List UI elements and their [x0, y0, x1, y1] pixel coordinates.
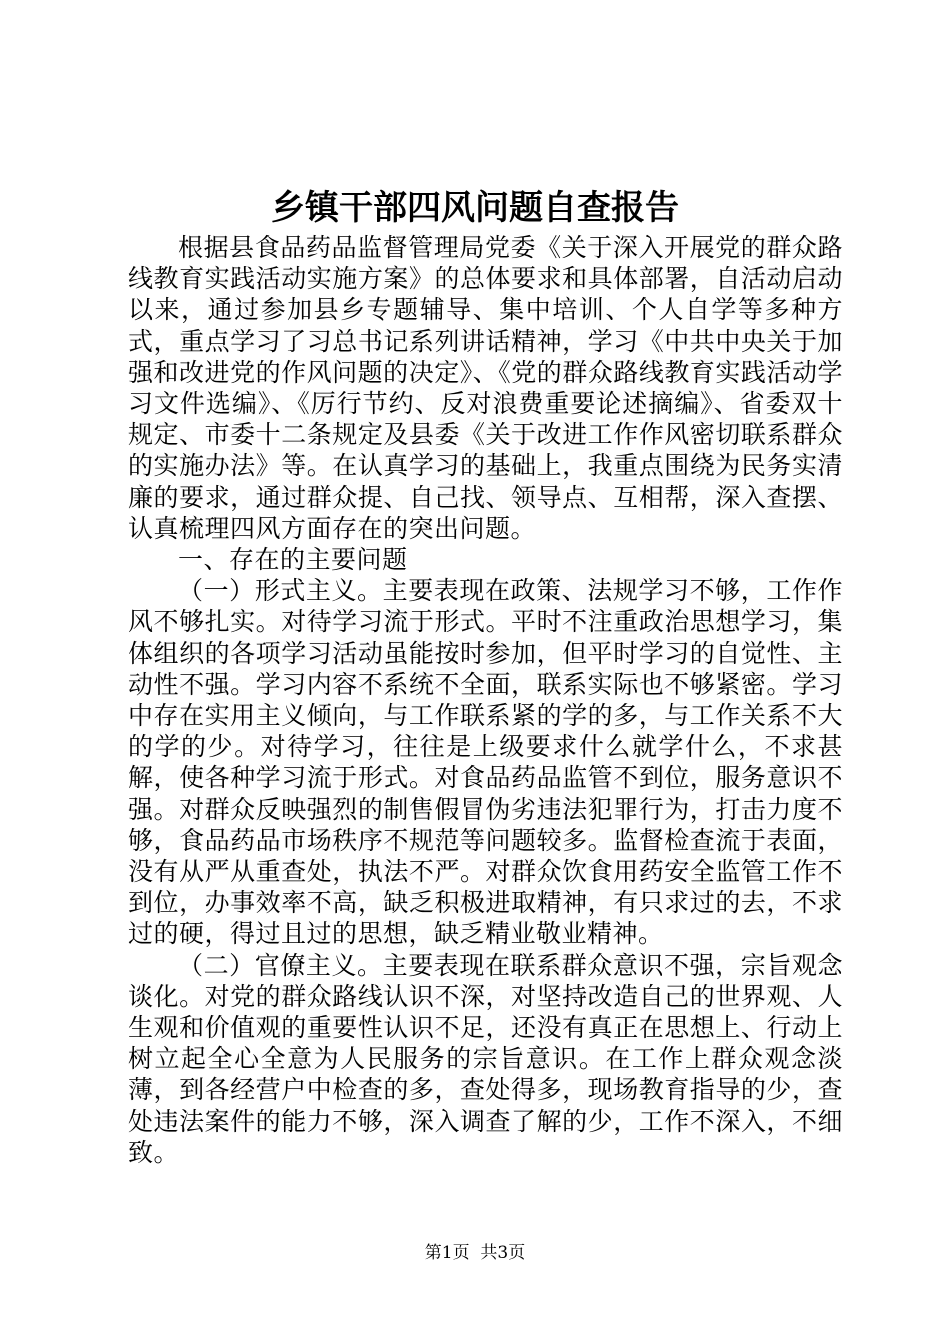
document-title: 乡镇干部四风问题自查报告: [271, 188, 679, 228]
document-body: [128, 232, 843, 1168]
section-heading: 一、存在的主要问题: [178, 545, 408, 575]
page-footer: 第1页 共3页: [424, 1243, 526, 1263]
paragraph-formalism: （一）形式主义。主要表现在政策、法规学习不够，工作作风不够扎实。对待学习流于形式。平时不注重政治思想学习，集体组织的各项学习活动虽能按时参加，但平时学习的自觉性、主动性不强。学习内容不系统不全面，联系实际也不够紧密。学习中存在实用主义倾向，与工作联系紧的学的多，与工作关系不大的学的少。对待学习，往往是上级要求什么就学什么，不求甚解，使各种学习流于形式。对食品药品监管不到位，服务意识不强。对群众反映强烈的制售假冒伪劣违法犯罪行为，打击力度不够，食品药品市场秩序不规范等问题较多。监督检查流于表面，没有从严从重查处，执法不严。对群众饮食用药安全监管工作不到位，办事效率不高，缺乏积极进取精神，有只求过的去，不求过的硬，得过且过的思想，缺乏精业敬业精神。: [128, 576, 843, 949]
paragraph-intro: 根据县食品药品监督管理局党委《关于深入开展党的群众路线教育实践活动实施方案》的总体要求和具体部署，自活动启动以来，通过参加县乡专题辅导、集中培训、个人自学等多种方式，重点学习了习总书记系列讲话精神，学习《中共中央关于加强和改进党的作风问题的决定》、《党的群众路线教育实践活动学习文件选编》、《厉行节约、反对浪费重要论述摘编》、省委双十规定、市委十二条规定及县委《关于改进工作作风密切联系群众的实施办法》等。在认真学习的基础上，我重点围绕为民务实清廉的要求，通过群众提、自己找、领导点、互相帮，深入查摆、认真梳理四风方面存在的突出问题。: [128, 233, 843, 543]
paragraph-bureaucratism: （二）官僚主义。主要表现在联系群众意识不强，宗旨观念谈化。对党的群众路线认识不深，对坚持改造自己的世界观、人生观和价值观的重要性认识不足，还没有真正在思想上、行动上树立起全心全意为人民服务的宗旨意识。在工作上群众观念淡薄，到各经营户中检查的多，查处得多，现场教育指导的少，查处违法案件的能力不够，深入调查了解的少，工作不深入，不细致。: [128, 950, 843, 1167]
